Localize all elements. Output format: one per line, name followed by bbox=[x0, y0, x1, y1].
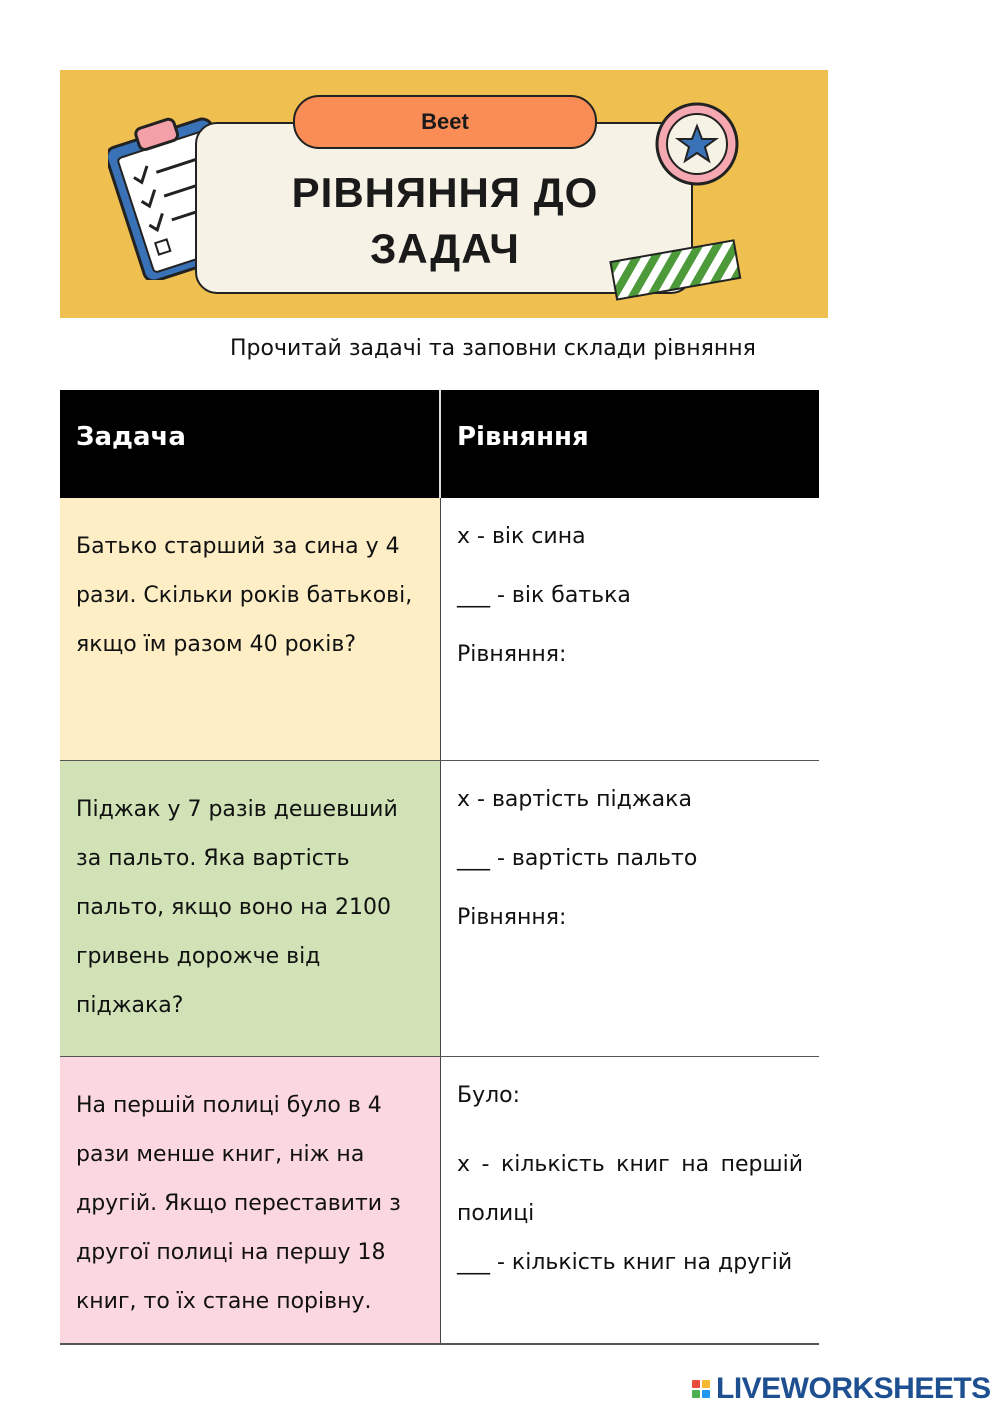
problem-line: рази менше книг, ніж на bbox=[76, 1142, 365, 1167]
star-badge-icon bbox=[653, 100, 741, 188]
problem-line: рази. Скільки років батькові, bbox=[76, 583, 413, 608]
problem-line: якщо їм разом 40 років? bbox=[76, 632, 357, 657]
problem-line: Батько старший за сина у 4 bbox=[76, 534, 400, 559]
header-problem: Задача bbox=[60, 390, 441, 498]
logo-text: LIVEWORKSHEETS bbox=[716, 1372, 991, 1405]
table-header bbox=[60, 390, 819, 498]
equation-line[interactable]: ___ - вік батька bbox=[457, 583, 631, 608]
problem-cell bbox=[60, 498, 441, 760]
equation-line: x - вартість піджака bbox=[457, 787, 692, 812]
problem-line: книг, то їх стане порівну. bbox=[76, 1289, 372, 1314]
problem-cell bbox=[60, 1057, 441, 1343]
table-row bbox=[60, 761, 819, 1057]
problem-line: піджака? bbox=[76, 993, 184, 1018]
logo-mark-icon bbox=[692, 1380, 710, 1398]
banner-tag: Beet bbox=[293, 95, 597, 149]
equation-line[interactable]: Рівняння: bbox=[457, 642, 567, 667]
problem-line: за пальто. Яка вартість bbox=[76, 846, 350, 871]
instruction-text: Прочитай задачі та заповни склади рівняння bbox=[230, 336, 756, 361]
table-row bbox=[60, 1057, 819, 1345]
table-row bbox=[60, 498, 819, 761]
equation-cell[interactable] bbox=[441, 498, 819, 760]
equation-line[interactable]: ___ - кількість книг на другій bbox=[457, 1250, 793, 1275]
problem-line: На першій полиці було в 4 bbox=[76, 1093, 382, 1118]
problem-line: другої полиці на першу 18 bbox=[76, 1240, 386, 1265]
equation-line: x - вік сина bbox=[457, 524, 586, 549]
problem-line: Піджак у 7 разів дешевший bbox=[76, 797, 398, 822]
equation-line[interactable]: ___ - вартість пальто bbox=[457, 846, 698, 871]
header-banner bbox=[60, 70, 828, 318]
problems-table bbox=[60, 390, 819, 1345]
equation-cell[interactable] bbox=[441, 761, 819, 1056]
header-equation: Рівняння bbox=[457, 422, 589, 452]
equation-line: x - кількість книг на першій полиці bbox=[457, 1152, 803, 1226]
problem-line: гривень дорожче від bbox=[76, 944, 321, 969]
page-title: РІВНЯННЯ ДО ЗАДАЧ bbox=[291, 169, 599, 272]
liveworksheets-logo bbox=[692, 1372, 991, 1406]
equation-line: Було: bbox=[457, 1083, 521, 1108]
problem-cell bbox=[60, 761, 441, 1056]
problem-line: другій. Якщо переставити з bbox=[76, 1191, 401, 1216]
equation-line[interactable]: Рівняння: bbox=[457, 905, 567, 930]
problem-line: пальто, якщо воно на 2100 bbox=[76, 895, 391, 920]
equation-cell[interactable] bbox=[441, 1057, 819, 1343]
striped-tape-icon bbox=[605, 236, 745, 306]
